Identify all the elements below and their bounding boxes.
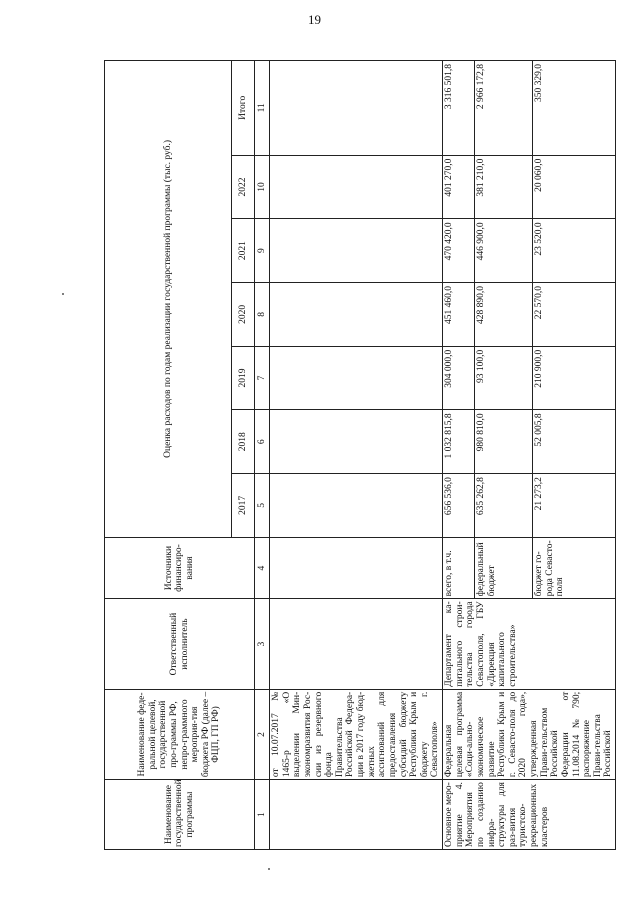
source-name: федеральный бюджет	[475, 537, 533, 599]
amount-cell: 401 270,0	[443, 155, 475, 219]
column-index: 8	[255, 283, 270, 347]
header-federal-program: Наименование феде-ральной целевой, государственной про-граммы РФ, непро-граммного мероприя-тия бюджета РФ (далее – ФЦП, ГП РФ)	[105, 689, 255, 779]
continued-row	[270, 61, 443, 850]
amount-cell: 23 520,0	[533, 219, 616, 283]
header-sources: Источники финансиро-вания	[105, 537, 255, 599]
year-header: 2022	[232, 155, 255, 219]
amount-cell: 52 005,8	[533, 410, 616, 474]
page-number: 19	[308, 12, 321, 27]
amount-cell: 428 890,0	[475, 283, 533, 347]
column-index: 6	[255, 410, 270, 474]
year-header: 2021	[232, 219, 255, 283]
continued-cell-empty	[270, 410, 443, 474]
amount-cell: 304 000,0	[443, 346, 475, 410]
amount-cell: 470 420,0	[443, 219, 475, 283]
continued-cell-empty	[270, 780, 443, 850]
main-activity-cell: Основное меро-приятие 4. Мероприятия по созданию инфра-структуры для раз-вития туристско-рекреационных кластеров	[443, 780, 616, 850]
scan-speck	[268, 868, 270, 870]
continued-cell-empty	[270, 61, 443, 156]
continued-cell-empty	[270, 537, 443, 599]
continued-cell-empty	[270, 346, 443, 410]
column-index: 9	[255, 219, 270, 283]
header-row	[105, 61, 232, 850]
amount-cell: 20 060,0	[533, 155, 616, 219]
amount-cell: 93 100,0	[475, 346, 533, 410]
federal-program-cell: Федеральная целевая программа «Соци-ально-экономическое развитие Республики Крым и г. Севасто-поля до 2020 года», утвержденная Прави-тельством Российской Федерации от 11.08.2014 № 790; распоряжение Прави-тельства Российской	[443, 689, 616, 779]
amount-cell: 22 570,0	[533, 283, 616, 347]
column-index: 3	[255, 599, 270, 689]
table-row	[443, 61, 475, 850]
header-program: Наименование государственной программы	[105, 780, 255, 850]
continued-cell-empty	[270, 155, 443, 219]
executor-cell: Департамент ка-питального строи-тельства города Севастополя, ГБУ «Дирекция капитального строительства»	[443, 599, 616, 689]
total-cell: 3 316 501,8	[443, 61, 475, 156]
continued-cell-empty	[270, 283, 443, 347]
year-header: 2018	[232, 410, 255, 474]
column-index: 5	[255, 474, 270, 538]
budget-table	[104, 60, 616, 850]
column-index: 11	[255, 61, 270, 156]
amount-cell: 980 810,0	[475, 410, 533, 474]
column-index-row	[255, 61, 270, 850]
amount-cell: 210 900,0	[533, 346, 616, 410]
year-header: 2020	[232, 283, 255, 347]
scan-speck	[62, 293, 64, 295]
source-name: всего, в т.ч.	[443, 537, 475, 599]
continued-cell-empty	[270, 219, 443, 283]
amount-cell: 446 900,0	[475, 219, 533, 283]
column-index: 7	[255, 346, 270, 410]
budget-table-rotated	[104, 60, 614, 850]
year-header: 2017	[232, 474, 255, 538]
amount-cell: 21 273,2	[533, 474, 616, 538]
amount-cell: 1 032 815,8	[443, 410, 475, 474]
source-name: бюджет го-рода Севасто-поля	[533, 537, 616, 599]
column-index: 10	[255, 155, 270, 219]
header-expenses: Оценка расходов по годам реализации государственной программы (тыс. руб.)	[105, 61, 232, 538]
column-index: 1	[255, 780, 270, 850]
column-index: 2	[255, 689, 270, 779]
continued-cell-empty	[270, 599, 443, 689]
year-header: 2019	[232, 346, 255, 410]
column-index: 4	[255, 537, 270, 599]
total-cell: 2 966 172,8	[475, 61, 533, 156]
amount-cell: 635 262,8	[475, 474, 533, 538]
amount-cell: 381 210,0	[475, 155, 533, 219]
total-cell: 350 329,0	[533, 61, 616, 156]
total-header: Итого	[232, 61, 255, 156]
amount-cell: 656 536,0	[443, 474, 475, 538]
amount-cell: 451 460,0	[443, 283, 475, 347]
header-executor: Ответственный исполнитель	[105, 599, 255, 689]
continued-order-text: от 10.07.2017 № 1465-р «О выделении Мин-экономразвития Рос-сии из резервного фонда Правительства Российской Федера-ции в 2017 году бюд-жетных ассигнований для предоставления субсидий бюджету Республики Крым и бюджету г. Севастополя»	[270, 689, 443, 779]
continued-cell-empty	[270, 474, 443, 538]
